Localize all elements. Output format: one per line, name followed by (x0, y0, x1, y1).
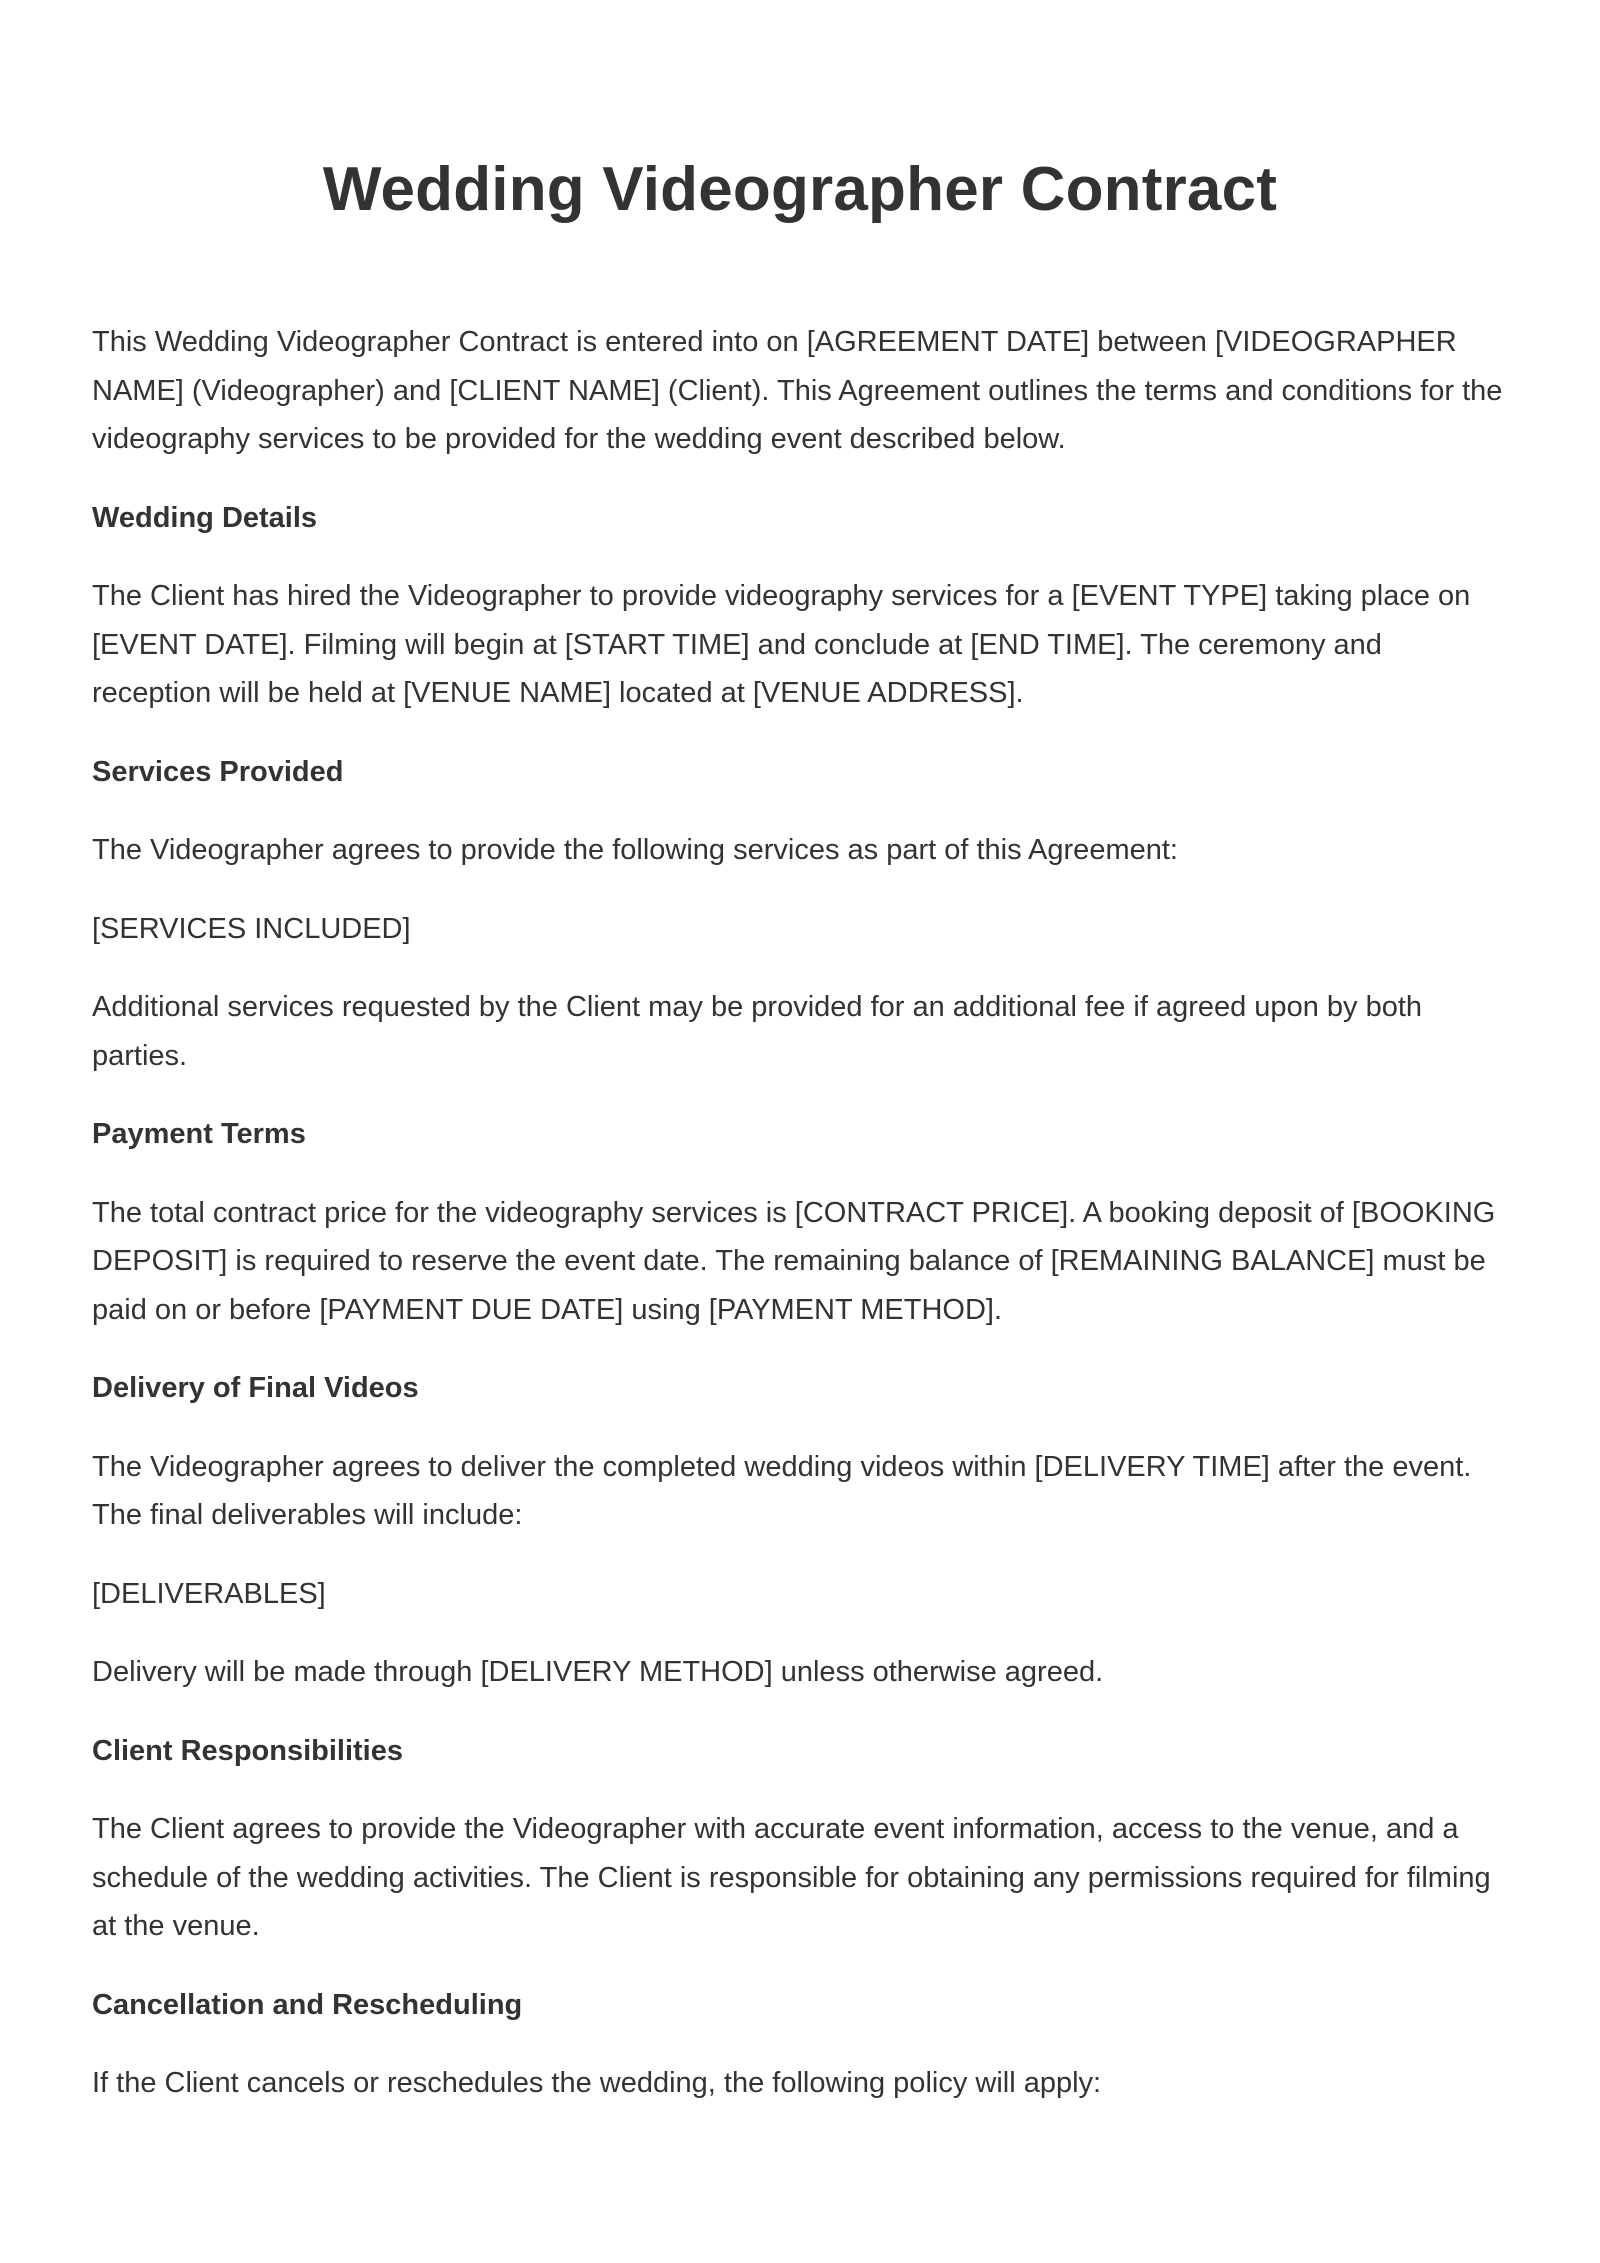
section-paragraph: Delivery will be made through [DELIVERY METHOD] unless otherwise agreed. (92, 1656, 1104, 1688)
section-heading: Cancellation and Rescheduling (92, 1988, 523, 2021)
section-heading: Delivery of Final Videos (92, 1372, 419, 1404)
section-paragraph: The Client agrees to provide the Videographer with accurate event information, access to the venue, and a schedule of the wedding activities. The Client is responsible for obtaining any permissions required for filming at the venue. (92, 1813, 1491, 1942)
section-client-responsibilities (92, 1727, 1508, 1951)
section-paragraph: If the Client cancels or reschedules the wedding, the following policy will apply: (92, 2067, 1102, 2099)
section-heading: Client Responsibilities (92, 1734, 403, 1767)
section-paragraph: The Client has hired the Videographer to provide videography services for a [EVENT TYPE] taking place on [EVENT DATE]. Filming will begin at [START TIME] and conclude at [END TIME]. The ceremony and reception will be held at [VENUE NAME] located at [VENUE ADDRESS]. (92, 580, 1471, 709)
section-delivery-of-final-videos (92, 1364, 1508, 1697)
placeholder-field: [SERVICES INCLUDED] (92, 912, 411, 945)
section-heading: Services Provided (92, 755, 344, 788)
section-heading: Wedding Details (92, 501, 318, 534)
section-paragraph: The total contract price for the videography services is [CONTRACT PRICE]. A booking deposit of [BOOKING DEPOSIT] is required to reserve the event date. The remaining balance of [REMAINING BALANCE] must be paid on or before [PAYMENT DUE DATE] using [PAYMENT METHOD]. (92, 1196, 1496, 1326)
section-paragraph: Additional services requested by the Client may be provided for an additional fee if agreed upon by both parties. (92, 991, 1423, 1072)
section-payment-terms (92, 1110, 1508, 1334)
section-heading: Payment Terms (92, 1118, 306, 1150)
section-services-provided (92, 748, 1508, 1081)
section-cancellation-and-rescheduling (92, 1981, 1508, 2108)
placeholder-field: [DELIVERABLES] (92, 1577, 326, 1610)
intro-paragraph: This Wedding Videographer Contract is entered into on [AGREEMENT DATE] between [VIDEOGRAPHER NAME] (Videographer) and [CLIENT NAME] (Client). This Agreement outlines the terms and conditions for the videography services to be provided for the wedding event described below. (92, 326, 1503, 455)
document-title: Wedding Videographer Contract (322, 155, 1278, 224)
section-paragraph: The Videographer agrees to provide the following services as part of this Agreement: (92, 834, 1178, 866)
section-paragraph: The Videographer agrees to deliver the completed wedding videos within [DELIVERY TIME] after the event. The final deliverables will include: (92, 1450, 1472, 1531)
section-wedding-details (92, 494, 1508, 718)
